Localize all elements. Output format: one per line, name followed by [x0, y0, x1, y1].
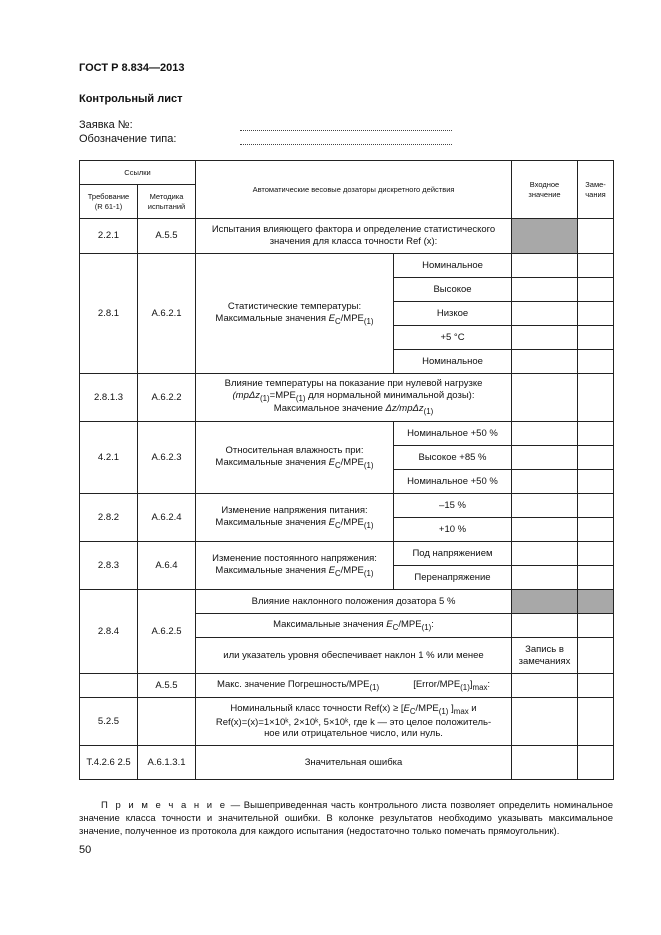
req-cell: Т.4.2.6 2.5: [80, 746, 138, 780]
req-cell: 5.2.5: [80, 698, 138, 746]
description-cell: Изменение напряжения питания: Максимальные значения $E_C/MPE_{(1)}$: [196, 494, 394, 542]
type-label: Обозначение типа:: [79, 133, 177, 145]
remarks-cell[interactable]: [578, 302, 614, 326]
input-cell[interactable]: [512, 746, 578, 780]
method-cell: А.6.2.4: [138, 494, 196, 542]
method-cell: А.6.1.3.1: [138, 746, 196, 780]
input-cell[interactable]: [512, 494, 578, 518]
description-header: Автоматические весовые дозаторы дискретного действия: [196, 161, 512, 219]
subcondition-cell: Номинальное +50 %: [394, 422, 512, 446]
method-cell: А.6.2.3: [138, 422, 196, 494]
method-header: Методика испытаний: [138, 185, 196, 219]
input-cell[interactable]: [512, 350, 578, 374]
refs-header: Ссылки: [80, 161, 196, 185]
subcondition-cell: Номинальное +50 %: [394, 470, 512, 494]
remarks-cell[interactable]: [578, 350, 614, 374]
description-cell: Максимальные значения $E_C/MPE_{(1)}$:: [196, 614, 512, 638]
remarks-cell[interactable]: [578, 254, 614, 278]
input-cell-shaded: [512, 219, 578, 254]
description-cell: Значительная ошибка: [196, 746, 512, 780]
subcondition-cell: Высокое +85 %: [394, 446, 512, 470]
remarks-cell[interactable]: [578, 746, 614, 780]
input-cell[interactable]: [512, 254, 578, 278]
input-cell[interactable]: [512, 422, 578, 446]
method-cell: А.6.2.5: [138, 590, 196, 674]
document-code: ГОСТ Р 8.834—2013: [79, 62, 185, 74]
application-label: Заявка №:: [79, 119, 133, 131]
remarks-cell[interactable]: [578, 446, 614, 470]
req-cell: 2.8.3: [80, 542, 138, 590]
req-cell: [80, 674, 138, 698]
note: П р и м е ч а н и е — Вышеприведенная часть контрольного листа позволяет определить номинальное значение класса точности и значительной ошибки. В колонке результатов необходимо указывать максимальное значение, полученное из протокола для каждого испытания (недостаточно только помечать прямоугольник).: [79, 800, 613, 838]
subcondition-cell: Под напряжением: [394, 542, 512, 566]
input-cell[interactable]: [512, 614, 578, 638]
input-cell[interactable]: [512, 542, 578, 566]
checklist-table: [79, 160, 614, 780]
subcondition-cell: +5 °С: [394, 326, 512, 350]
remarks-cell[interactable]: [578, 674, 614, 698]
req-cell: 2.8.2: [80, 494, 138, 542]
subcondition-cell: Номинальное: [394, 350, 512, 374]
description-cell: Макс. значение Погрешность/$MPE_{(1)}$ $[Error/MPE_{(1)}]_{max}$:: [196, 674, 512, 698]
description-cell: Номинальный класс точности $Ref(x) \ge [E_C/MPE_{(1)}$ ]$_{max}$ и Ref(x)=(x)=1×10ᵏ, 2×10ᵏ, 5×10ᵏ, где k — это целое положитель- ное или отрицательное число, или нуль.: [196, 698, 512, 746]
input-cell[interactable]: [512, 302, 578, 326]
remarks-cell[interactable]: [578, 422, 614, 446]
remarks-cell[interactable]: [578, 278, 614, 302]
method-cell: А.6.2.2: [138, 374, 196, 422]
description-cell: Влияние температуры на показание при нулевой нагрузке ($mp\Delta z_{(1)}=MPE_{(1)}$ для нормальной минимальной дозы): Максимальное значение Δz/mpΔz$_{(1)}$: [196, 374, 512, 422]
subcondition-cell: Номинальное: [394, 254, 512, 278]
subcondition-cell: Перенапряжение: [394, 566, 512, 590]
input-cell[interactable]: [512, 470, 578, 494]
description-cell: Испытания влияющего фактора и определение статистического значения для класса точности Ref (x):: [196, 219, 512, 254]
input-cell[interactable]: [512, 566, 578, 590]
remarks-cell[interactable]: [578, 518, 614, 542]
remarks-cell[interactable]: [578, 614, 614, 638]
type-field[interactable]: [240, 143, 452, 145]
remarks-cell[interactable]: [578, 638, 614, 674]
application-field[interactable]: [240, 129, 452, 131]
requirement-header: Требование (R 61-1): [80, 185, 138, 219]
req-cell: 2.8.1: [80, 254, 138, 374]
method-cell: [138, 698, 196, 746]
description-cell: Изменение постоянного напряжения: Максимальные значения $E_C/MPE_{(1)}$: [196, 542, 394, 590]
remarks-cell[interactable]: [578, 326, 614, 350]
sheet-title: Контрольный лист: [79, 93, 183, 105]
remarks-cell-shaded: [578, 590, 614, 614]
remarks-cell[interactable]: [578, 219, 614, 254]
input-cell[interactable]: [512, 446, 578, 470]
input-cell[interactable]: [512, 674, 578, 698]
remarks-cell[interactable]: [578, 494, 614, 518]
method-cell: А.6.4: [138, 542, 196, 590]
remarks-cell[interactable]: [578, 566, 614, 590]
input-value-header: Входное значение: [512, 161, 578, 219]
description-cell: Статистические температуры: Максимальные значения $E_C/MPE_{(1)}$: [196, 254, 394, 374]
description-cell: Влияние наклонного положения дозатора 5 %: [196, 590, 512, 614]
page-number: 50: [79, 844, 92, 856]
req-cell: 2.2.1: [80, 219, 138, 254]
input-cell[interactable]: [512, 278, 578, 302]
req-cell: 4.2.1: [80, 422, 138, 494]
remarks-cell[interactable]: [578, 374, 614, 422]
method-cell: А.5.5: [138, 674, 196, 698]
subcondition-cell: Низкое: [394, 302, 512, 326]
input-cell[interactable]: [512, 518, 578, 542]
req-cell: 2.8.4: [80, 590, 138, 674]
remarks-header: Заме-чания: [578, 161, 614, 219]
subcondition-cell: +10 %: [394, 518, 512, 542]
input-cell-shaded: [512, 590, 578, 614]
input-cell[interactable]: [512, 374, 578, 422]
remarks-cell[interactable]: [578, 470, 614, 494]
remarks-cell[interactable]: [578, 542, 614, 566]
description-cell: или указатель уровня обеспечивает наклон 1 % или менее: [196, 638, 512, 674]
description-cell: Относительная влажность при: Максимальные значения $E_C/MPE_{(1)}$: [196, 422, 394, 494]
method-cell: А.6.2.1: [138, 254, 196, 374]
method-cell: А.5.5: [138, 219, 196, 254]
input-cell[interactable]: [512, 326, 578, 350]
input-cell[interactable]: [512, 698, 578, 746]
subcondition-cell: –15 %: [394, 494, 512, 518]
remarks-cell[interactable]: [578, 698, 614, 746]
subcondition-cell: Высокое: [394, 278, 512, 302]
input-cell: Запись в замечаниях: [512, 638, 578, 674]
req-cell: 2.8.1.3: [80, 374, 138, 422]
